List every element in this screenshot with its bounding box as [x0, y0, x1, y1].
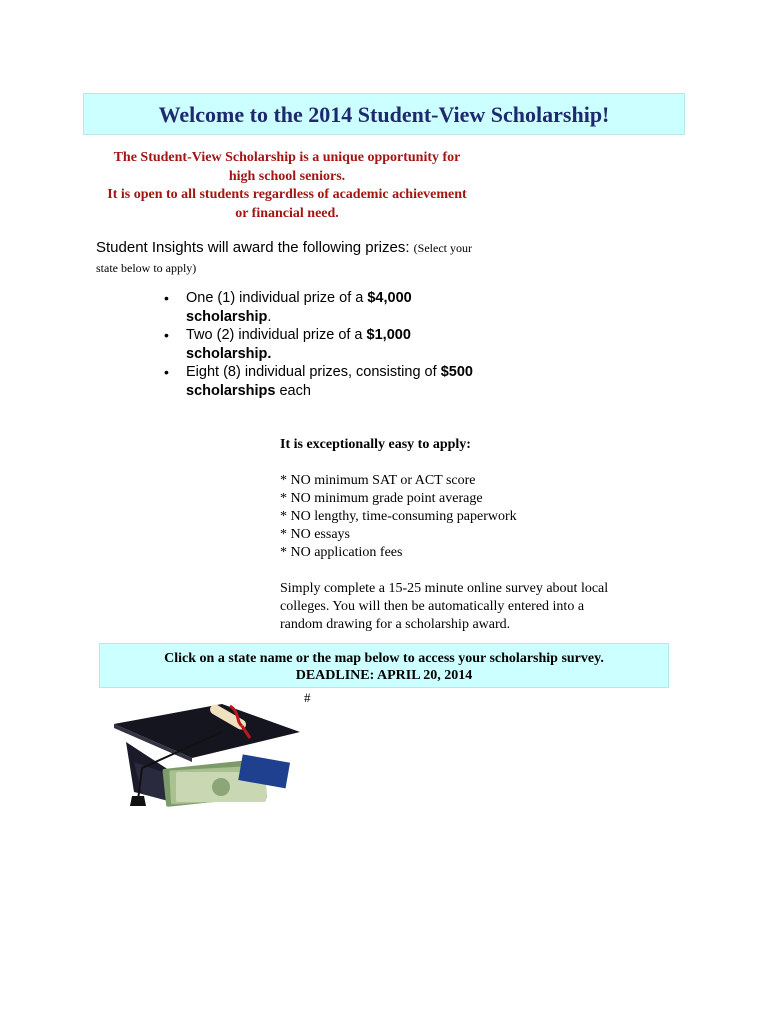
- prizes-lead-text: Student Insights will award the following prizes:: [96, 239, 410, 256]
- prizes-lead: [96, 238, 496, 278]
- prize-item-3: [164, 363, 484, 400]
- bullet-icon: •: [164, 327, 169, 343]
- prize-item-text: Two (2) individual prize of a: [186, 327, 367, 343]
- requirement-item: * NO lengthy, time-consuming paperwork: [280, 509, 517, 524]
- easy-apply-section: [280, 436, 660, 634]
- page-title: Welcome to the 2014 Student-View Scholarship!: [158, 102, 610, 127]
- prize-item-amount: $4,000 scholarship: [186, 290, 412, 325]
- prize-list: [164, 289, 484, 400]
- prize-item-amount: $1,000 scholarship.: [186, 327, 411, 362]
- prize-item-1: [164, 289, 484, 326]
- bullet-icon: •: [164, 290, 169, 306]
- intro-text: [88, 149, 486, 223]
- intro-line-1: The Student-View Scholarship is a unique opportunity for: [113, 150, 461, 165]
- bullet-icon: •: [164, 364, 169, 380]
- requirement-item: * NO minimum grade point average: [280, 491, 483, 506]
- prize-item-suffix: each: [275, 382, 311, 399]
- survey-call-to-action[interactable]: [99, 643, 669, 688]
- cta-line-1[interactable]: Click on a state name or the map below to access your scholarship survey.: [164, 651, 604, 666]
- prize-item-amount: $500 scholarships: [186, 364, 473, 399]
- easy-apply-heading: It is exceptionally easy to apply:: [280, 437, 471, 452]
- requirement-item: * NO application fees: [280, 545, 403, 560]
- intro-line-2: high school seniors.: [228, 168, 346, 184]
- deadline-text: DEADLINE: APRIL 20, 2014: [295, 668, 473, 683]
- requirement-item: * NO essays: [280, 527, 350, 542]
- prize-item-text: Eight (8) individual prizes, consisting of: [186, 364, 441, 380]
- hash-symbol: #: [304, 690, 311, 705]
- prize-item-2: [164, 326, 484, 363]
- survey-description: Simply complete a 15-25 minute online survey about local colleges. You will then be automatically entered into a random drawing for a scholarship award.: [280, 581, 609, 632]
- requirement-item: * NO minimum SAT or ACT score: [280, 473, 476, 488]
- prize-item-text: One (1) individual prize of a: [186, 290, 368, 306]
- intro-line-4: or financial need.: [235, 205, 339, 221]
- prizes-note: (Select your state below to apply): [96, 241, 472, 275]
- graduation-cap-money-image: [112, 702, 302, 810]
- prize-item-suffix: .: [267, 308, 272, 325]
- title-banner: [83, 93, 685, 135]
- intro-line-3: It is open to all students regardless of academic achievement: [107, 187, 467, 202]
